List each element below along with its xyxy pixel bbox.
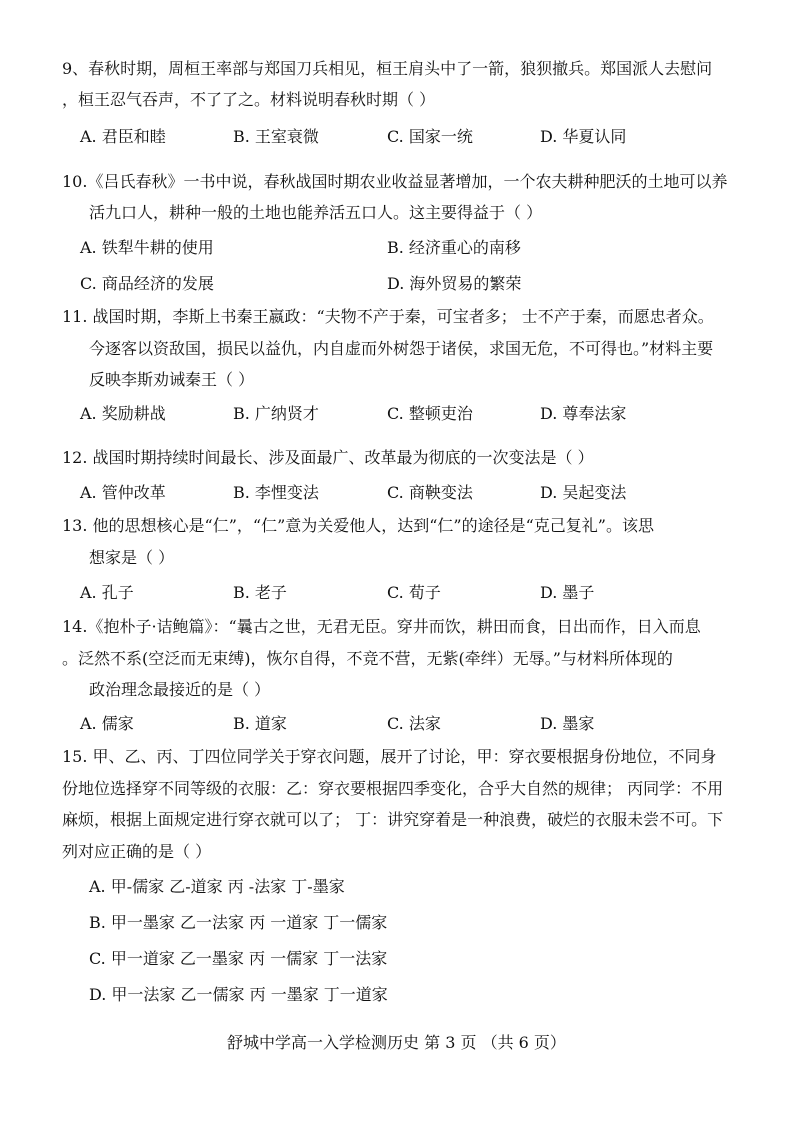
option-c: C. 整顿吏治 [387,404,473,423]
question-text-line: 麻烦，根据上面规定进行穿衣就可以了； 丁：讲究穿着是一种浪费，破烂的衣服未尝不可。下 [62,810,724,829]
option-b: B. 老子 [233,583,287,602]
option-a: A. 孔子 [80,583,134,602]
option-a: A. 铁犁牛耕的使用 [80,238,214,257]
question-text-line: 14.《抱朴子·诘鲍篇》：“曩古之世，无君无臣。穿井而饮，耕田而食，日出而作，日入而息 [62,617,701,636]
option-d: D. 海外贸易的繁荣 [387,274,522,293]
option-b: B. 李悝变法 [233,483,319,502]
question-text-line: 政治理念最接近的是（ ） [89,680,271,699]
question-text-line: 12. 战国时期持续时间最长、涉及面最广、改革最为彻底的一次变法是（ ） [62,448,594,467]
option-d: D. 甲一法家 乙一儒家 丙 一墨家 丁一道家 [89,985,388,1004]
option-a: A. 儒家 [80,714,134,733]
option-d: D. 吴起变法 [540,483,627,502]
question-text-line: 今逐客以资敌国，损民以益仇，内自虚而外树怨于诸侯，求国无危，不可得也。”材料主要 [89,339,714,358]
question-text-line: 份地位选择穿不同等级的衣服：乙：穿衣要根据四季变化，合乎大自然的规律； 丙同学：不用 [62,779,724,798]
option-b: B. 经济重心的南移 [387,238,521,257]
option-d: D. 华夏认同 [540,127,627,146]
question-text-line: 活九口人，耕种一般的土地也能养活五口人。这主要得益于（ ） [89,203,543,222]
option-a: A. 甲-儒家 乙-道家 丙 -法家 丁-墨家 [89,877,345,896]
option-a: A. 君臣和睦 [80,127,166,146]
question-text-line: ，桓王忍气吞声，不了了之。材料说明春秋时期（ ） [62,90,436,109]
option-c: C. 荀子 [387,583,441,602]
option-b: B. 广纳贤才 [233,404,319,423]
option-a: A. 管仲改革 [80,483,166,502]
option-b: B. 道家 [233,714,287,733]
question-text-line: 9、春秋时期，周桓王率部与郑国刀兵相见，桓王肩头中了一箭，狼狈撤兵。郑国派人去慰问 [62,59,713,78]
option-c: C. 甲一道家 乙一墨家 丙 一儒家 丁一法家 [89,949,388,968]
option-c: C. 国家一统 [387,127,473,146]
question-text-line: 11. 战国时期，李斯上书秦王嬴政：“夫物不产于秦，可宝者多； 士不产于秦，而愿忠者众。 [62,307,714,326]
option-c: C. 商鞅变法 [387,483,473,502]
question-text-line: 。泛然不系(空泛而无束缚)，恢尔自得，不竞不营，无紫(牵绊）无辱。”与材料所体现的 [62,649,673,668]
question-text-line: 13. 他的思想核心是“仁”，“仁”意为关爱他人，达到“仁”的途径是“克己复礼”。该思 [62,516,654,535]
page-footer: 舒城中学高一入学检测历史 第 3 页 （共 6 页） [227,1033,566,1052]
question-text-line: 10.《吕氏春秋》一书中说，春秋战国时期农业收益显著增加，一个农夫耕种肥沃的土地可以养 [62,172,728,191]
option-c: C. 法家 [387,714,441,733]
question-text-line: 15. 甲、乙、丙、丁四位同学关于穿衣问题，展开了讨论，甲：穿衣要根据身份地位，不同身 [62,747,717,766]
question-text-line: 列对应正确的是（ ） [62,842,212,861]
option-d: D. 尊奉法家 [540,404,627,423]
option-c: C. 商品经济的发展 [80,274,214,293]
option-b: B. 王室衰微 [233,127,319,146]
option-b: B. 甲一墨家 乙一法家 丙 一道家 丁一儒家 [89,913,388,932]
option-d: D. 墨子 [540,583,595,602]
question-text-line: 想家是（ ） [89,548,175,567]
option-d: D. 墨家 [540,714,595,733]
option-a: A. 奖励耕战 [80,404,166,423]
question-text-line: 反映李斯劝诫秦王（ ） [89,370,255,389]
